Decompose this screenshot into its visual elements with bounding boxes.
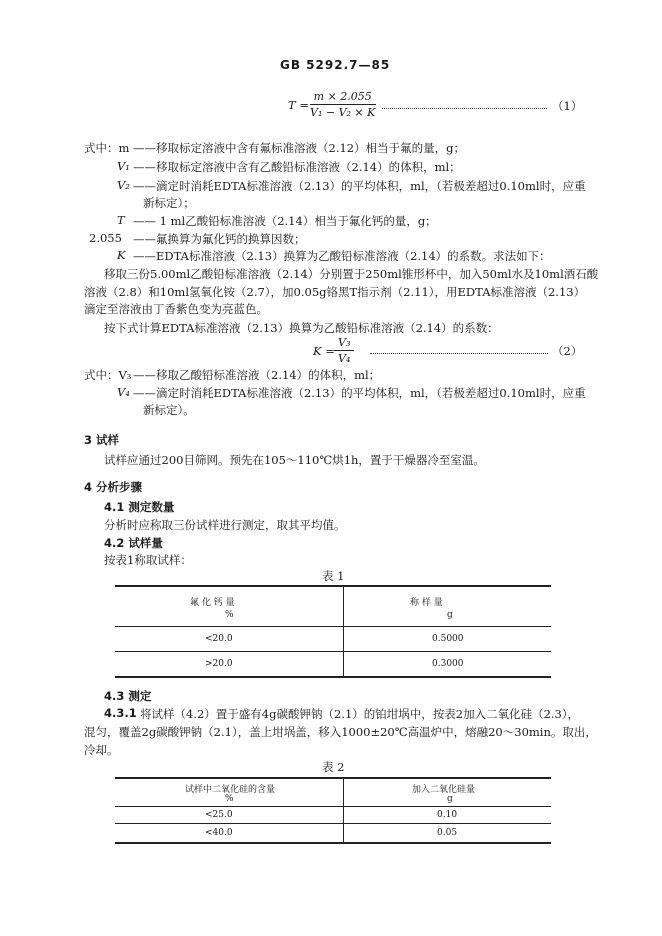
table1-r1c1: <20.0 (205, 634, 233, 644)
table2-r2c2: 0.05 (437, 828, 458, 838)
def-v1-text: ——移取标定溶液中含有乙酸铅标准溶液（2.14）的体积，ml； (133, 160, 461, 174)
table1-row-rule (115, 651, 551, 652)
section43-title: 4.3 测定 (104, 689, 152, 703)
section42-body: 按表1称取试样： (104, 553, 192, 567)
table2-divider (343, 778, 344, 842)
section3-body: 试样应通过200目筛网。预先在105～110℃烘1h，置于干燥器冷至室温。 (104, 453, 485, 467)
table1-bottom-rule (115, 676, 551, 678)
section431-line1: 将试样（4.2）置于盛有4g碳酸钾钠（2.1）的铂坩埚中，按表2加入二氧化硅（2.3）， (140, 707, 580, 721)
section431-label: 4.3.1 (104, 706, 137, 720)
section42-title: 4.2 试样量 (104, 536, 163, 550)
def-2055-symbol: 2.055 (89, 231, 122, 245)
formula1-denominator: V₁ − V₂ × K (310, 106, 376, 119)
def-m-symbol: 式中：m (84, 141, 130, 155)
formula1-number: （1） (552, 99, 583, 113)
def-k-text: ——EDTA标准溶液（2.13）换算为乙酸铅标准溶液（2.14）的系数。求法如下： (133, 249, 551, 263)
table2-r1c2: 0.10 (437, 810, 458, 820)
table1-divider (343, 586, 344, 676)
section4-title: 4 分析步骤 (84, 480, 143, 494)
table2-row-rule (115, 823, 551, 824)
def-v2-text: ——滴定时消耗EDTA标准溶液（2.13）的平均体积，ml，（若极差超过0.10ml时，应重 (133, 179, 586, 193)
table1-r2c2: 0.3000 (432, 659, 464, 669)
table1-r2c1: >20.0 (205, 659, 233, 669)
def-v1-symbol: V₁ (117, 159, 130, 173)
section431-line3: 冷却。 (84, 743, 119, 757)
table2-top-rule (115, 777, 551, 779)
table1-head2-unit: g (447, 610, 453, 620)
table1-head2: 称 样 量 (410, 598, 443, 608)
para1-line2: 溶液（2.8）和10ml氢氧化铵（2.7），加0.05g铬黑T指示剂（2.11），用EDTA标准溶液（2.13） (84, 285, 586, 299)
table2-head2: 加入二氧化硅量 (412, 785, 476, 795)
section41-body: 分析时应称取三份试样进行测定，取其平均值。 (104, 518, 346, 532)
table2-head1: 试样中二氧化硅的含量 (185, 785, 276, 795)
def-v4-symbol: V₄ (117, 385, 130, 399)
formula1-fraction (306, 90, 379, 120)
table2-head2-unit: g (447, 794, 453, 804)
formula1-lhs: T = (288, 98, 309, 112)
section3-title: 3 试样 (84, 433, 120, 447)
formula1-leader (382, 108, 547, 109)
table2-bottom-rule (115, 842, 551, 844)
formula1-numerator: m × 2.055 (310, 90, 376, 105)
page-header: GB 5292.7—85 (280, 58, 391, 72)
formula2-number: （2） (552, 344, 583, 358)
table1-header-rule (115, 626, 551, 627)
section431-line2: 混匀，覆盖2g碳酸钾钠（2.1），盖上坩埚盖，移入1000±20℃高温炉中，熔融20～30min。取出， (84, 725, 597, 739)
formula2-denominator: V₄ (338, 352, 351, 365)
section41-title: 4.1 测定数量 (104, 500, 175, 514)
formula2-numerator: V₃ (334, 336, 354, 351)
def-v4-text-cont: 新标定）。 (143, 403, 195, 417)
para1-line1: 移取三份5.00ml乙酸铅标准溶液（2.14）分别置于250ml锥形杯中，加入50ml水及10ml酒石酸 (104, 267, 599, 281)
def-v2-symbol: V₂ (117, 178, 130, 192)
formula2-leader (370, 353, 548, 354)
def-v3-text: ——移取乙酸铅标准溶液（2.14）的体积，ml； (133, 368, 381, 382)
def-v2-text-cont: 新标定）； (143, 196, 195, 210)
table1-caption: 表 1 (322, 569, 345, 583)
para2: 按下式计算EDTA标准溶液（2.13）换算为乙酸铅标准溶液（2.14）的系数： (104, 321, 499, 335)
formula2-fraction (334, 336, 354, 366)
def-v4-text: ——滴定时消耗EDTA标准溶液（2.13）的平均体积，ml，（若极差超过0.10ml时，应重 (133, 386, 586, 400)
def-2055-text: ——氟换算为氟化钙的换算因数； (133, 232, 306, 246)
table2-caption: 表 2 (322, 760, 345, 774)
table2-r1c1: <25.0 (205, 810, 233, 820)
table2-head1-unit: % (225, 794, 234, 804)
def-k-symbol: K (117, 248, 126, 262)
def-m-text: ——移取标定溶液中含有氟标准溶液（2.12）相当于氟的量，g； (133, 141, 465, 155)
table1-top-rule (115, 585, 551, 587)
table1-head1-unit: % (225, 610, 234, 620)
table1-r1c2: 0.5000 (432, 634, 464, 644)
def-t-symbol: T (117, 213, 125, 227)
table2-header-rule (115, 806, 551, 807)
def-t-text: —— 1 ml乙酸铅标准溶液（2.14）相当于氟化钙的量，g； (133, 214, 437, 228)
table2-r2c1: <40.0 (205, 828, 233, 838)
table1-head1: 氟 化 钙 量 (190, 598, 235, 608)
def-v3-symbol: 式中：V₃ (84, 368, 132, 382)
para1-line3: 滴定至溶液由丁香紫色变为亮蓝色。 (84, 302, 268, 316)
formula2-lhs: K = (313, 344, 335, 358)
